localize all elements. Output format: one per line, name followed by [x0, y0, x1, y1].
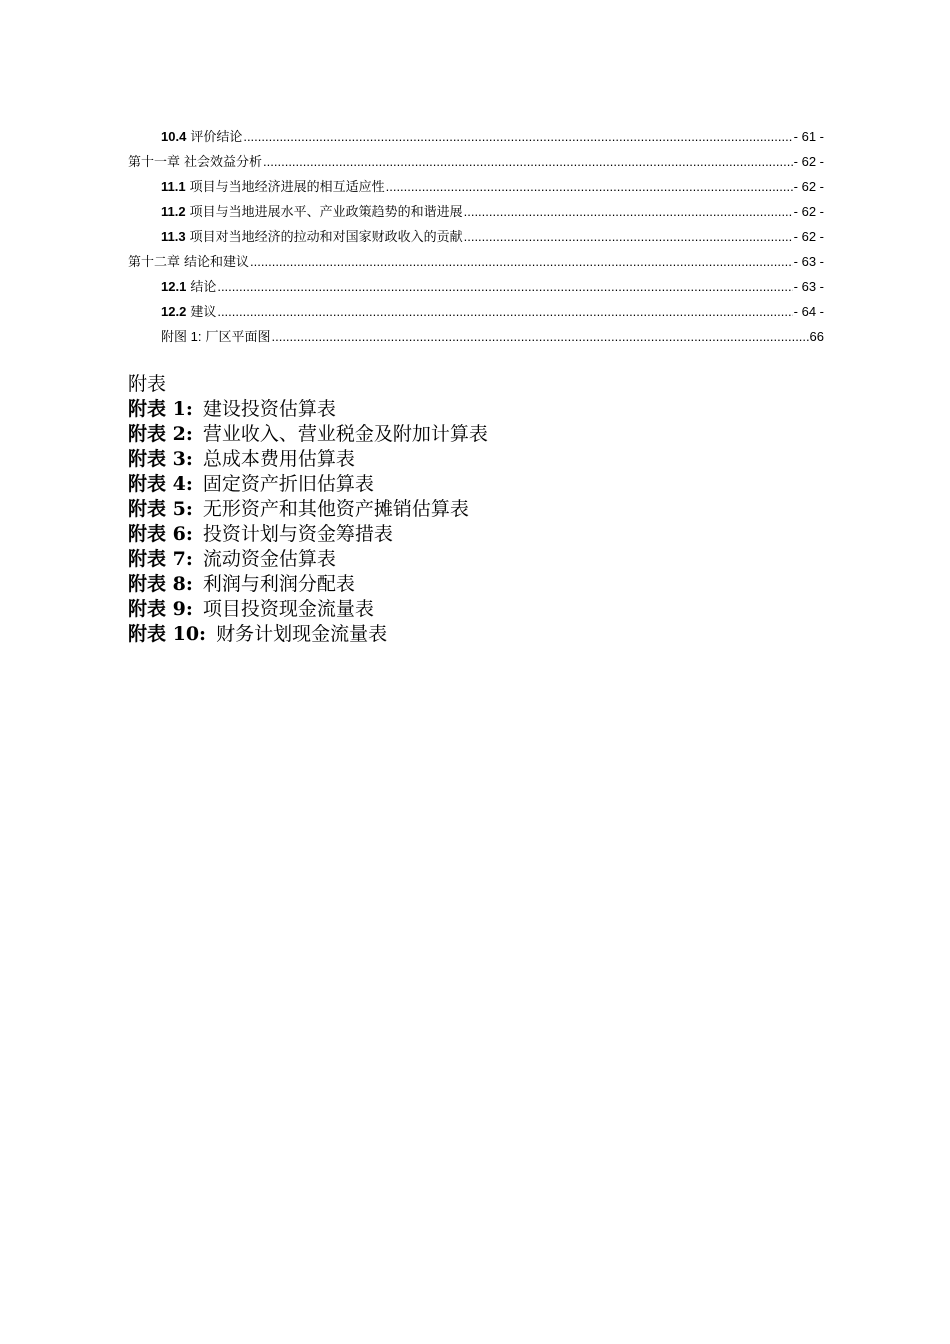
appendix-list	[128, 372, 828, 647]
appendix-item	[128, 547, 828, 572]
toc-entry[interactable]	[128, 126, 824, 151]
toc-entry-number: 第十一章	[128, 154, 181, 169]
toc-entry[interactable]	[128, 251, 824, 276]
toc-entry-page: - 62 -	[793, 154, 824, 169]
appendix-item-title: 项目投资现金流量表	[202, 598, 374, 620]
appendix-item-label: 附表 1:	[128, 398, 193, 420]
toc-entry-title: 评价结论	[190, 129, 243, 144]
toc-entry-number: 第十二章	[128, 254, 181, 269]
appendix-item-label: 附表 3:	[128, 448, 193, 470]
toc-entry-page: - 63 -	[793, 279, 824, 294]
toc-entry-title: 结论和建议	[184, 254, 250, 269]
appendix-item-title: 总成本费用估算表	[202, 448, 355, 470]
toc-dot-leader	[217, 304, 792, 319]
toc-entry-title: 社会效益分析	[184, 154, 263, 169]
toc-entry[interactable]	[128, 151, 824, 176]
toc-entry[interactable]	[128, 226, 824, 251]
toc-entry-title: 厂区平面图	[205, 329, 271, 344]
toc-entry-page: - 62 -	[793, 229, 824, 244]
appendix-item	[128, 472, 828, 497]
toc-dot-leader	[250, 254, 793, 269]
toc-entry[interactable]	[128, 301, 824, 326]
appendix-item	[128, 422, 828, 447]
appendix-item-title: 流动资金估算表	[202, 548, 336, 570]
appendix-item-label: 附表 9:	[128, 598, 193, 620]
toc-entry-page: - 62 -	[793, 179, 824, 194]
toc-entry-number: 11.3	[161, 229, 186, 244]
table-of-contents	[128, 126, 824, 351]
appendix-item-label: 附表 10:	[128, 623, 207, 645]
appendix-item-label: 附表 8:	[128, 573, 193, 595]
toc-entry-number: 10.4	[161, 129, 187, 144]
toc-dot-leader	[263, 154, 793, 169]
toc-entry-number: 11.2	[161, 204, 186, 219]
toc-entry-title: 项目对当地经济的拉动和对国家财政收入的贡献	[189, 229, 463, 244]
appendix-item	[128, 497, 828, 522]
appendix-item-title: 利润与利润分配表	[202, 573, 355, 595]
toc-entry-number: 12.1	[161, 279, 187, 294]
toc-entry[interactable]	[128, 201, 824, 226]
toc-entry-page: - 64 -	[793, 304, 824, 319]
toc-entry[interactable]	[128, 176, 824, 201]
toc-entry-number: 12.2	[161, 304, 187, 319]
toc-entry[interactable]	[128, 326, 824, 351]
toc-dot-leader	[243, 129, 792, 144]
appendix-item-title: 财务计划现金流量表	[216, 623, 388, 645]
toc-dot-leader	[464, 229, 793, 244]
toc-entry-page: 66	[809, 329, 824, 344]
toc-entry-page: - 63 -	[793, 254, 824, 269]
appendix-item	[128, 447, 828, 472]
appendix-item-label: 附表 4:	[128, 473, 193, 495]
appendix-item	[128, 397, 828, 422]
toc-dot-leader	[217, 279, 792, 294]
toc-entry-number: 11.1	[161, 179, 186, 194]
appendix-item-title: 建设投资估算表	[202, 398, 336, 420]
toc-entry-title: 项目与当地经济进展的相互适应性	[189, 179, 385, 194]
appendix-item	[128, 597, 828, 622]
toc-entry-page: - 62 -	[793, 204, 824, 219]
toc-dot-leader	[271, 329, 808, 344]
appendix-item-label: 附表 2:	[128, 423, 193, 445]
toc-dot-leader	[464, 204, 793, 219]
toc-entry-title: 结论	[190, 279, 217, 294]
toc-entry-title: 项目与当地进展水平、产业政策趋势的和谐进展	[189, 204, 463, 219]
appendix-item-label: 附表 7:	[128, 548, 193, 570]
appendix-item-title: 无形资产和其他资产摊销估算表	[202, 498, 469, 520]
toc-dot-leader	[386, 179, 793, 194]
appendix-item-title: 投资计划与资金筹措表	[202, 523, 393, 545]
toc-entry-page: - 61 -	[793, 129, 824, 144]
appendix-item-title: 固定资产折旧估算表	[202, 473, 374, 495]
toc-entry-title: 建议	[190, 304, 217, 319]
appendix-item	[128, 522, 828, 547]
toc-entry[interactable]	[128, 276, 824, 301]
appendix-item	[128, 572, 828, 597]
appendix-item-label: 附表 5:	[128, 498, 193, 520]
appendix-item-title: 营业收入、营业税金及附加计算表	[202, 423, 488, 445]
appendix-item-label: 附表 6:	[128, 523, 193, 545]
toc-entry-number: 附图 1:	[161, 329, 202, 344]
appendix-heading: 附表	[128, 373, 167, 395]
appendix-item	[128, 622, 828, 647]
